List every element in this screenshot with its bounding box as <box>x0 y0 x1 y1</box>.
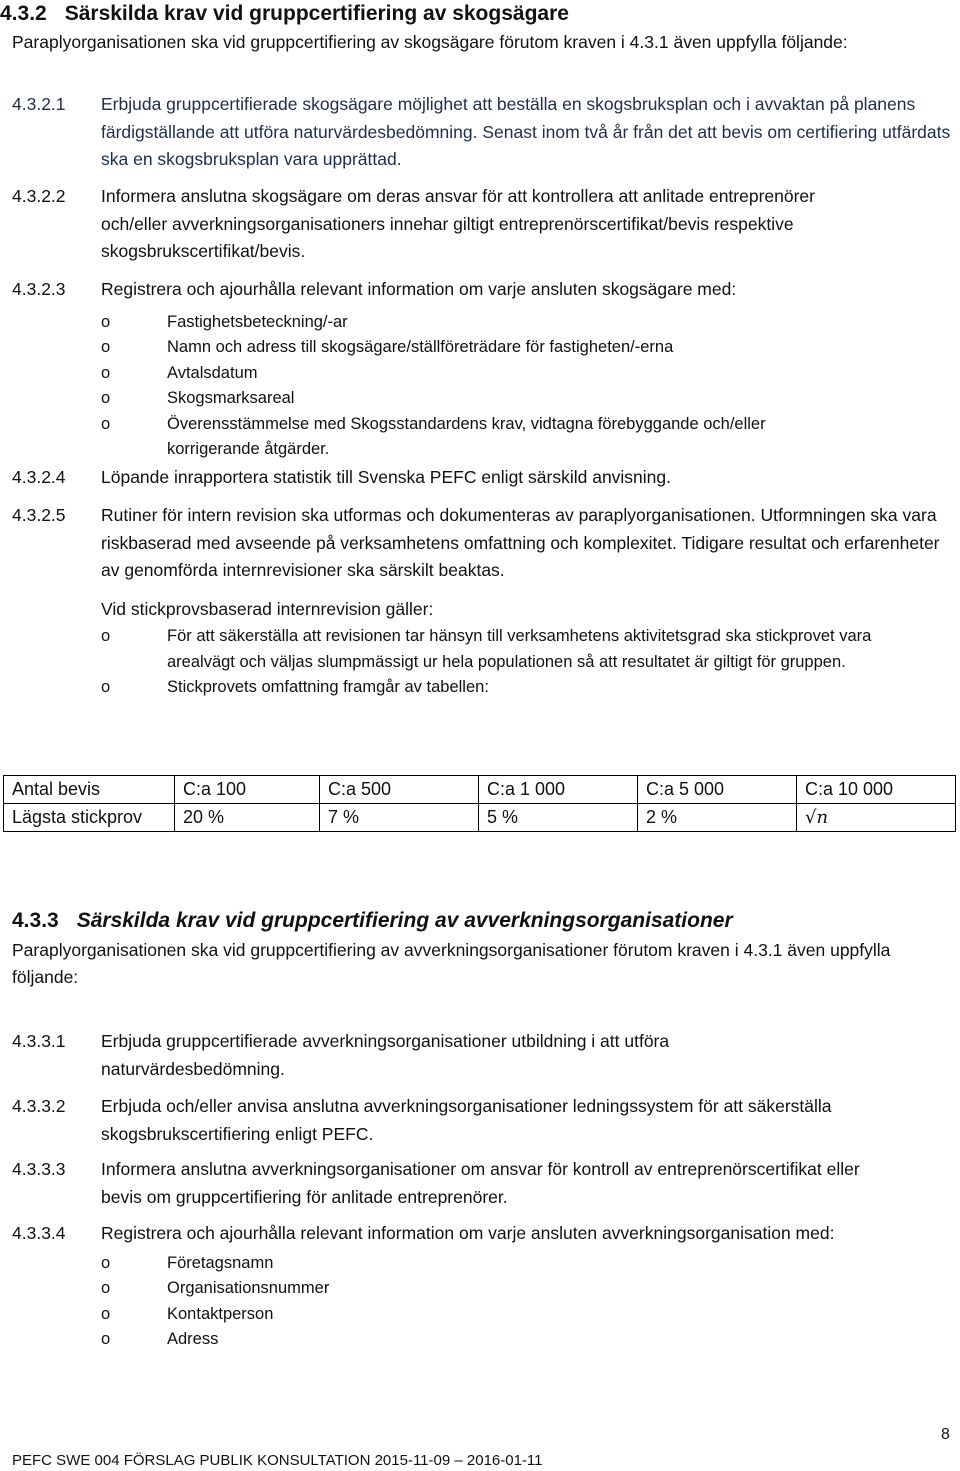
bullet-marker: o <box>101 312 111 331</box>
item-text: Erbjuda och/eller anvisa anslutna avverkningsorganisationer ledningssystem för att säkerställa skogsbrukscertifiering enligt PEFC. <box>101 1096 832 1144</box>
bullet-marker: o <box>101 1279 111 1297</box>
item-text: Informera anslutna avverkningsorganisationer om ansvar för kontroll av entreprenörscertifikat eller bevis om gruppcertifiering för anlitade entreprenörer. <box>101 1159 860 1207</box>
item-text: Informera anslutna skogsägare om deras ansvar för att kontrollera att anlitade entreprenörer och/eller avverkningsorganisationers innehar giltigt entreprenörscertifikat/bevis respektive skogsbrukscertifikat/bevis. <box>101 186 815 261</box>
section-heading-4-3-3 <box>12 908 733 934</box>
requirement-item-4-3-2-5 <box>12 502 947 701</box>
list-item: o Överensstämmelse med Skogsstandardens krav, vidtagna förebyggande och/eller korrigerande åtgärder. <box>101 412 861 463</box>
section-title: Särskilda krav vid gruppcertifiering av avverkningsorganisationer <box>76 909 733 932</box>
item-text: Erbjuda gruppcertifierade avverkningsorganisationer utbildning i att utföra naturvärdesbedömning. <box>101 1031 670 1079</box>
item-number: 4.3.2.1 <box>12 94 66 114</box>
item-text: Löpande inrapportera statistik till Svenska PEFC enligt särskild anvisning. <box>101 467 672 487</box>
list-item: o Namn och adress till skogsägare/ställföreträdare för fastigheten/-erna <box>101 335 861 361</box>
requirement-item-4-3-3-2 <box>12 1093 947 1148</box>
bullet-marker: o <box>101 678 111 696</box>
table-row <box>4 804 956 832</box>
item-number: 4.3.2.4 <box>12 467 66 487</box>
sample-size-table <box>3 775 956 832</box>
registration-list <box>101 1251 947 1353</box>
document-footer: PEFC SWE 004 FÖRSLAG PUBLIK KONSULTATION 2015-11-09 – 2016-01-11 <box>12 1452 543 1469</box>
item-number: 4.3.2.3 <box>12 279 66 299</box>
registration-list <box>101 310 861 463</box>
bullet-marker: o <box>101 338 111 356</box>
list-item: o Fastighetsbeteckning/-ar <box>101 310 861 336</box>
item-text-continued: Senast inom två år från det att bevis om certifiering utfärdats ska en skogsbruksplan vara upprättad. <box>101 121 951 169</box>
table-cell: Lägsta stickprov <box>4 804 175 832</box>
item-number: 4.3.3.1 <box>12 1031 66 1051</box>
item-subheading: Vid stickprovsbaserad internrevision gäller: <box>101 598 434 619</box>
item-number: 4.3.3.3 <box>12 1159 66 1179</box>
table-cell: √n <box>797 804 956 832</box>
bullet-marker: o <box>101 414 111 433</box>
item-text: Erbjuda gruppcertifierade skogsägare möjlighet att beställa en skogsbruksplan och i avvaktan på planens färdigställande att utföra naturvärdesbedömning. <box>101 94 916 142</box>
table-cell: C:a 500 <box>320 776 479 804</box>
requirement-item-4-3-2-1 <box>12 91 951 174</box>
table-cell: C:a 1 000 <box>479 776 638 804</box>
sampling-rules-list <box>101 624 891 701</box>
item-number: 4.3.3.2 <box>12 1096 66 1116</box>
bullet-marker: o <box>101 363 111 382</box>
list-item: o För att säkerställa att revisionen tar hänsyn till verksamhetens aktivitetsgrad ska stickprovet vara arealvägt och väljas slumpmässigt ur hela populationen så att resultatet är giltigt för gruppen. <box>101 624 891 675</box>
bullet-marker: o <box>101 389 111 407</box>
table-row <box>4 776 956 804</box>
list-item: o Skogsmarksareal <box>101 386 861 412</box>
bullet-marker: o <box>101 1253 111 1272</box>
table-cell: 7 % <box>320 804 479 832</box>
table-cell: 2 % <box>638 804 797 832</box>
page-number: 8 <box>941 1426 950 1443</box>
table-cell: C:a 5 000 <box>638 776 797 804</box>
table-cell: C:a 100 <box>175 776 320 804</box>
list-item: o Avtalsdatum <box>101 361 861 387</box>
section-intro-4-3-2: Paraplyorganisationen ska vid gruppcertifiering av skogsägare förutom kraven i 4.3.1 även uppfylla följande: <box>12 32 848 52</box>
section-heading-4-3-2 <box>0 1 569 27</box>
list-item: o Stickprovets omfattning framgår av tabellen: <box>101 675 891 701</box>
section-intro-4-3-3: Paraplyorganisationen ska vid gruppcertifiering av avverkningsorganisationer förutom kraven i 4.3.1 även uppfylla följande: <box>12 940 891 987</box>
item-number: 4.3.3.4 <box>12 1223 66 1243</box>
table-cell: 20 % <box>175 804 320 832</box>
item-text: Registrera och ajourhålla relevant information om varje ansluten avverkningsorganisation med: <box>101 1223 835 1243</box>
requirement-item-4-3-2-4 <box>12 464 947 492</box>
table-cell: 5 % <box>479 804 638 832</box>
list-item: o Organisationsnummer <box>101 1276 947 1302</box>
section-number: 4.3.3 <box>12 909 59 932</box>
section-title: Särskilda krav vid gruppcertifiering av skogsägare <box>64 2 569 25</box>
requirement-item-4-3-3-3 <box>12 1156 947 1211</box>
list-item: o Adress <box>101 1327 947 1353</box>
requirement-item-4-3-3-1 <box>12 1028 947 1083</box>
table-cell: Antal bevis <box>4 776 175 804</box>
bullet-marker: o <box>101 1330 111 1348</box>
table-cell: C:a 10 000 <box>797 776 956 804</box>
requirement-item-4-3-2-3 <box>12 276 947 463</box>
bullet-marker: o <box>101 627 111 645</box>
requirement-item-4-3-3-4 <box>12 1220 947 1353</box>
section-number: 4.3.2 <box>0 2 47 25</box>
bullet-marker: o <box>101 1304 111 1323</box>
item-text: Rutiner för intern revision ska utformas och dokumenteras av paraplyorganisationen. Utformningen ska vara riskbaserad med avseende på verksamhetens omfattning och komplexitet. Tidigare resultat och erfarenheter av genomförda internrevisioner ska särskilt beaktas. <box>101 505 940 580</box>
list-item: o Kontaktperson <box>101 1302 947 1328</box>
item-text: Registrera och ajourhålla relevant information om varje ansluten skogsägare med: <box>101 279 737 299</box>
list-item: o Företagsnamn <box>101 1251 947 1277</box>
item-number: 4.3.2.2 <box>12 186 66 206</box>
item-number: 4.3.2.5 <box>12 505 66 525</box>
requirement-item-4-3-2-2 <box>12 183 947 266</box>
